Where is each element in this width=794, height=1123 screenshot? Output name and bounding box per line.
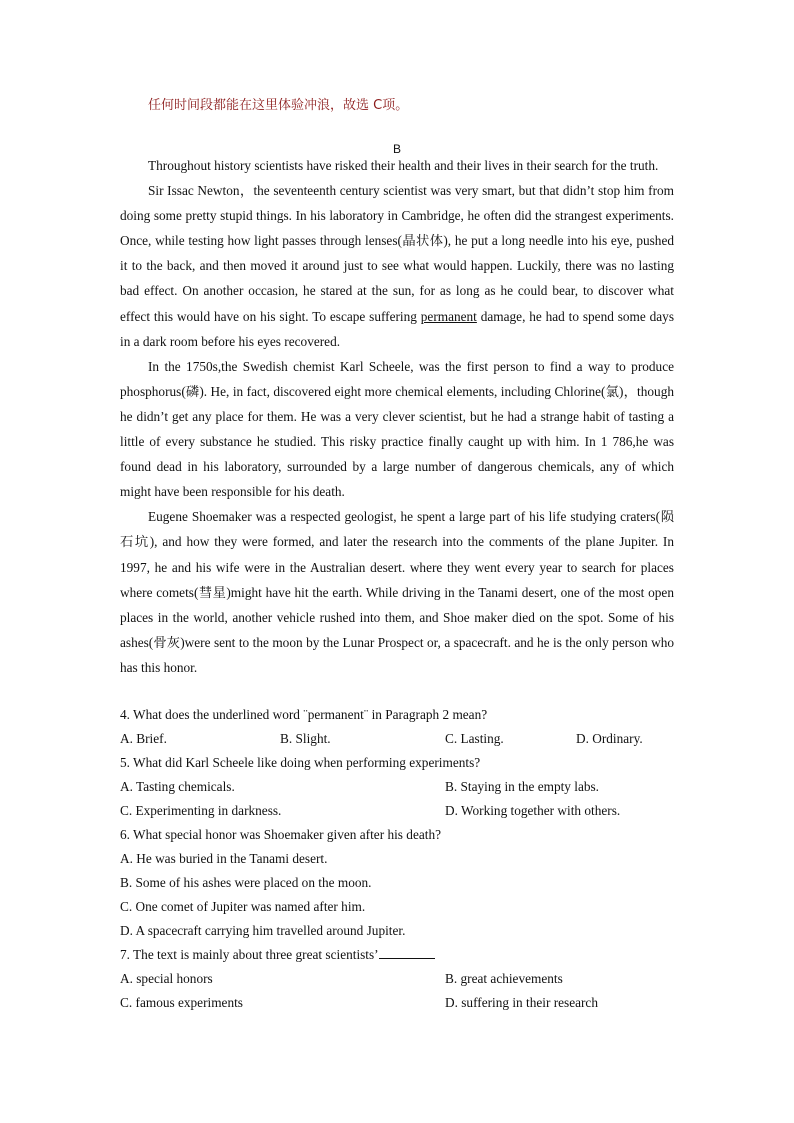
section-label: B	[392, 142, 401, 156]
option-b: B. Slight.	[280, 731, 331, 746]
paragraph-2	[120, 178, 674, 354]
question-5-options-row-2	[120, 799, 674, 823]
question-6-stem: 6. What special honor was Shoemaker given after his death?	[120, 827, 441, 842]
option-d: D. A spacecraft carrying him travelled around Jupiter.	[120, 923, 406, 938]
option-c: C. Lasting.	[445, 731, 504, 746]
question-5-stem: 5. What did Karl Scheele like doing when performing experiments?	[120, 755, 481, 770]
paragraph-3: In the 1750s,the Swedish chemist Karl Scheele, was the first person to find a way to produce phosphorus(磷). He, in fact, discovered eight more chemical elements, including Chlorine(氯)，though he didn’t get any place for them. He was a very clever scientist, but he had a strange habit of tasting a little of every substance he studied. This risky practice finally caught up with him. In 1 786,he was found dead in his laboratory, surrounded by a large number of dangerous chemicals, any of which might have been responsible for his death.	[120, 358, 674, 500]
option-c: C. famous experiments	[120, 995, 243, 1010]
underlined-word: permanent	[420, 308, 477, 324]
reading-passage	[120, 153, 674, 680]
question-4-stem: 4. What does the underlined word ¨permanent¨ in Paragraph 2 mean?	[120, 707, 488, 722]
question-list	[120, 703, 674, 1015]
question-7-options-row-1	[120, 967, 674, 991]
question-7-text: 7. The text is mainly about three great scientists’	[120, 947, 379, 962]
option-d: D. Ordinary.	[576, 731, 643, 746]
paragraph-2-text-b: damage, he had to spend some days in a dark room before his eyes recovered.	[120, 308, 674, 349]
option-a: A. He was buried in the Tanami desert.	[120, 851, 328, 866]
option-a: A. Brief.	[120, 731, 167, 746]
paragraph-2-text-a: Sir Issac Newton，the seventeenth century scientist was very smart, but that didn’t stop him from doing some pretty stupid things. In his laboratory in Cambridge, he often did the strangest experiments. Once, while testing how light passes through lenses(晶状体), he put a long needle into his eye, pushed it to the back, and then moved it around just to see what would happen. Luckily, there was no lasting bad effect. On another occasion, he stared at the sun, for as long as he could bear, to discover what effect this would have on his sight. To escape suffering	[120, 183, 674, 324]
option-b: B. Some of his ashes were placed on the moon.	[120, 875, 372, 890]
option-c: C. Experimenting in darkness.	[120, 803, 282, 818]
paragraph-4: Eugene Shoemaker was a respected geologist, he spent a large part of his life studying craters(陨石坑), and how they were formed, and later the research into the comments of the plane Jupiter. In 1997, he and his wife were in the Australian desert. where they went every year to search for places where comets(彗星)might have hit the earth. While driving in the Tanami desert, one of the most open places in the world, another vehicle rushed into them, and Shoe maker died on the spot. Some of his ashes(骨灰)were sent to the moon by the Lunar Prospect or, a spacecraft. and he is the only person who has this honor.	[120, 509, 674, 675]
paragraph-1: Throughout history scientists have risked their health and their lives in their search for the truth.	[148, 158, 659, 173]
option-b: B. great achievements	[445, 971, 563, 986]
option-c: C. One comet of Jupiter was named after him.	[120, 899, 366, 914]
option-b: B. Staying in the empty labs.	[445, 779, 600, 794]
option-a: A. Tasting chemicals.	[120, 779, 235, 794]
answer-note: 任何时间段都能在这里体验冲浪，故选 C项。	[148, 98, 409, 113]
option-d: D. suffering in their research	[445, 995, 598, 1010]
question-5-options-row-1	[120, 775, 674, 799]
answer-blank	[379, 946, 435, 959]
option-d: D. Working together with others.	[445, 803, 621, 818]
question-4-options	[120, 727, 674, 751]
option-a: A. special honors	[120, 971, 213, 986]
question-7-stem	[120, 943, 674, 967]
question-7-options-row-2	[120, 991, 674, 1015]
